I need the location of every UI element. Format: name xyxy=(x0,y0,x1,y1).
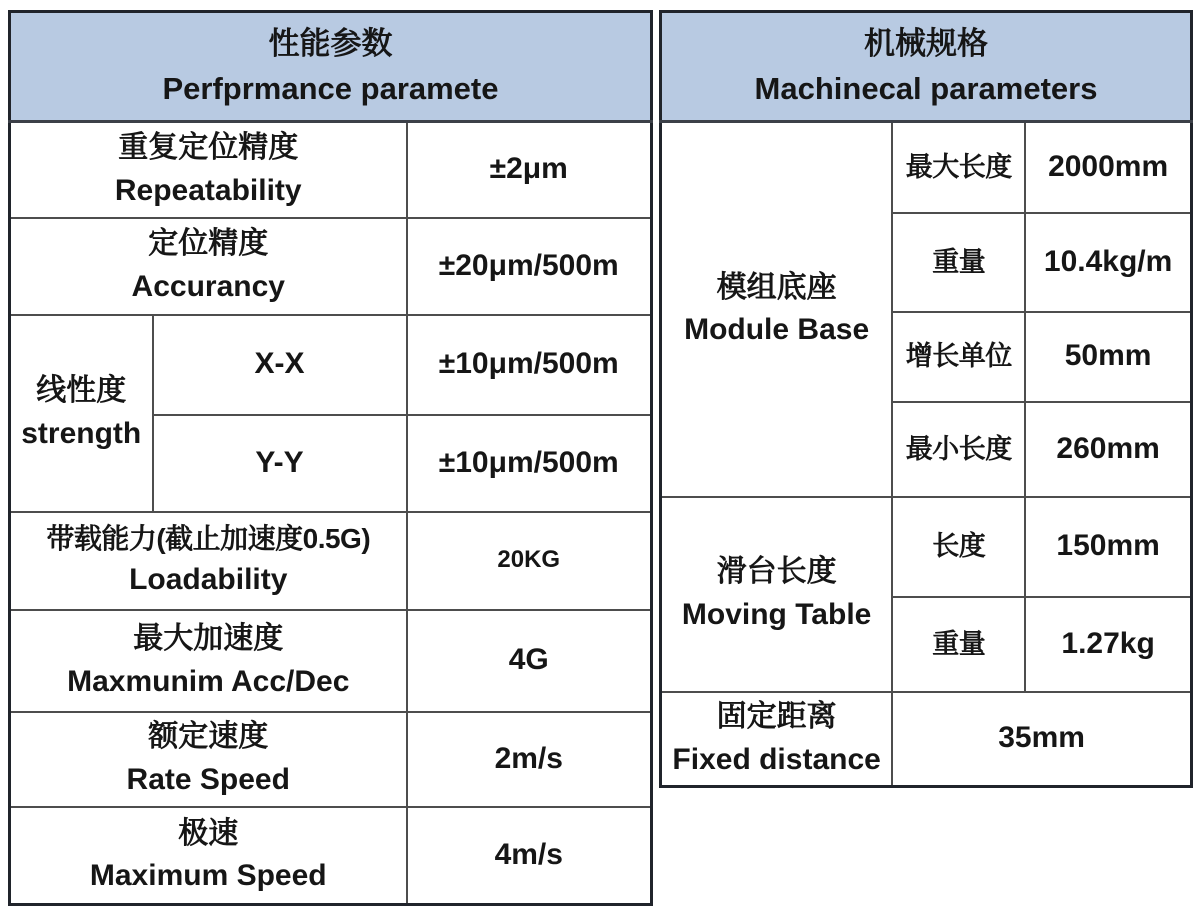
table-row xyxy=(10,218,652,315)
performance-table xyxy=(8,10,653,906)
rate-speed-label-en: Rate Speed xyxy=(126,763,290,796)
linearity-xx-value: ±10μm/500m xyxy=(407,315,652,415)
moving-table-label xyxy=(661,497,893,692)
fixed-distance-label-zh: 固定距离 xyxy=(716,700,837,734)
fixed-distance-value: 35mm xyxy=(892,692,1191,787)
fixed-distance-label xyxy=(661,692,893,787)
performance-title-zh: 性能参数 xyxy=(268,26,393,62)
max-speed-value: 4m/s xyxy=(407,807,652,905)
rate-speed-label xyxy=(10,712,407,807)
loadability-label-zh: 带载能力(截止加速度0.5G) xyxy=(46,523,371,555)
loadability-label xyxy=(10,512,407,610)
table-row xyxy=(10,807,652,905)
table-length-value: 150mm xyxy=(1025,497,1191,597)
linearity-label xyxy=(10,315,153,512)
moving-table-label-en: Moving Table xyxy=(681,598,872,631)
repeatability-label-zh: 重复定位精度 xyxy=(118,131,299,165)
loadability-label-en: Loadability xyxy=(129,563,288,597)
linearity-yy-value: ±10μm/500m xyxy=(407,415,652,512)
moving-table-label-zh: 滑台长度 xyxy=(716,555,837,589)
accuracy-label xyxy=(10,218,407,315)
mechanical-table-header xyxy=(661,12,1192,122)
rate-speed-label-zh: 额定速度 xyxy=(148,720,269,754)
table-length-label: 长度 xyxy=(892,497,1025,597)
linearity-axis-xx: X-X xyxy=(153,315,407,415)
increment-unit-value: 50mm xyxy=(1025,312,1191,402)
max-speed-label xyxy=(10,807,407,905)
fixed-distance-label-en: Fixed distance xyxy=(672,742,881,776)
accuracy-value: ±20μm/500m xyxy=(407,218,652,315)
performance-table-header xyxy=(10,12,652,122)
mechanical-header-row xyxy=(661,12,1192,122)
max-acc-value: 4G xyxy=(407,610,652,712)
repeatability-label-en: Repeatability xyxy=(114,173,302,207)
table-weight-label: 重量 xyxy=(892,597,1025,692)
table-row xyxy=(10,315,652,415)
table-row xyxy=(10,712,652,807)
linearity-label-zh: 线性度 xyxy=(36,374,127,408)
linearity-axis-yy: Y-Y xyxy=(153,415,407,512)
mechanical-table xyxy=(659,10,1193,788)
module-base-label-zh: 模组底座 xyxy=(716,270,837,304)
min-length-label: 最小长度 xyxy=(892,402,1025,497)
table-row xyxy=(10,610,652,712)
max-length-value: 2000mm xyxy=(1025,122,1191,213)
table-row xyxy=(10,122,652,218)
mechanical-title-zh: 机械规格 xyxy=(864,26,988,62)
performance-header-row xyxy=(10,12,652,122)
table-row xyxy=(661,122,1192,213)
repeatability-value: ±2μm xyxy=(407,122,652,218)
max-acc-label-en: Maxmunim Acc/Dec xyxy=(67,664,350,698)
table-row xyxy=(661,692,1192,787)
mechanical-title-en: Machinecal parameters xyxy=(754,70,1098,106)
max-acc-label xyxy=(10,610,407,712)
max-speed-label-zh: 极速 xyxy=(178,816,239,850)
table-row xyxy=(661,497,1192,597)
accuracy-label-zh: 定位精度 xyxy=(148,227,269,261)
max-acc-label-zh: 最大加速度 xyxy=(133,621,284,655)
module-base-label-en: Module Base xyxy=(684,313,870,347)
module-base-label xyxy=(661,122,893,497)
repeatability-label xyxy=(10,122,407,218)
table-weight-value: 1.27kg xyxy=(1025,597,1191,692)
rate-speed-value: 2m/s xyxy=(407,712,652,807)
increment-unit-label: 增长单位 xyxy=(892,312,1025,402)
max-speed-label-en: Maximum Speed xyxy=(89,859,327,893)
table-row xyxy=(10,512,652,610)
loadability-value: 20KG xyxy=(407,512,652,610)
max-length-label: 最大长度 xyxy=(892,122,1025,213)
linearity-label-en: strength xyxy=(21,417,142,450)
base-weight-value: 10.4kg/m xyxy=(1025,213,1191,312)
accuracy-label-en: Accurancy xyxy=(131,270,285,303)
min-length-value: 260mm xyxy=(1025,402,1191,497)
performance-title-en: Perfprmance paramete xyxy=(162,70,499,106)
base-weight-label: 重量 xyxy=(892,213,1025,312)
